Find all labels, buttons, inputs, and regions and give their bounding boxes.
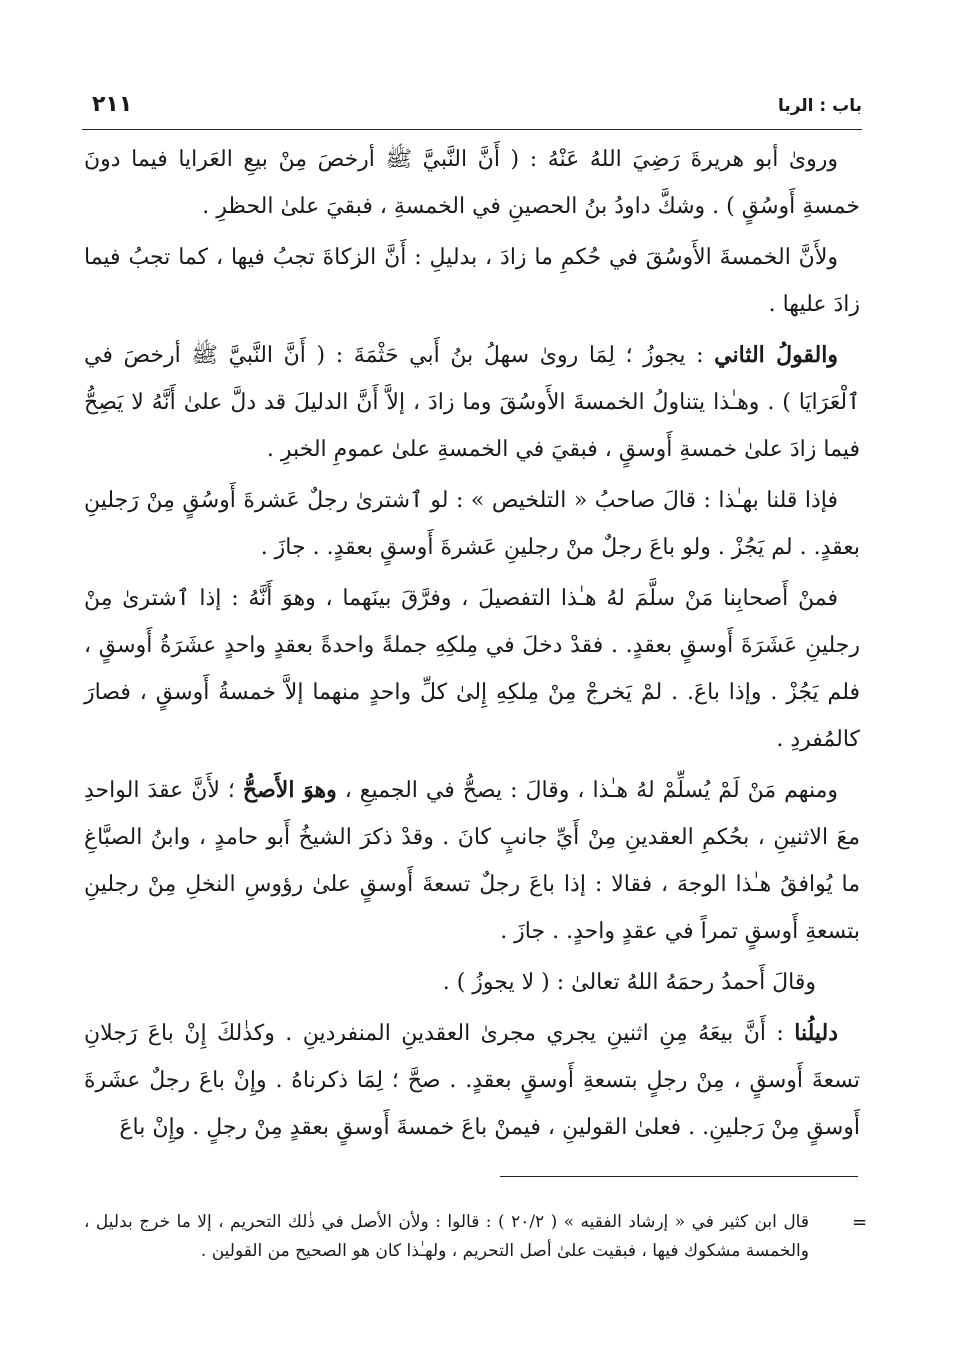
paragraph-6-emphasis: وهوَ الأَصحُّ <box>242 777 337 803</box>
paragraph-2 <box>84 234 860 328</box>
footnote-text: قال ابن كثير في « إرشاد الفقيه » ( ٢٠/٢ ) : قالوا : ولأن الأصل في ذٰلك التحريم ، إلا ما خرج بدليل ، والخمسة مشكوك فيها ، فبقيت علىٰ أصل التحريم ، ولهـٰذا كان هو الصحيح من القولين . <box>84 1212 809 1261</box>
paragraph-8 <box>84 1010 860 1151</box>
paragraph-3 <box>84 332 860 473</box>
paragraph-4 <box>84 477 860 571</box>
paragraph-4-text: فإذا قلنا بهـٰذا : قالَ صاحبُ « التلخيص » : لو ٱشترىٰ رجلٌ عَشرةَ أَوسُقٍ مِنْ رَجلينِ بعقدٍ. . لم يَجُزْ . ولو باعَ رجلٌ منْ رجلينِ عَشرةَ أَوسقٍ بعقدٍ. . جازَ . <box>84 488 860 560</box>
paragraph-3-text: : يجوزُ ؛ لِمَا رویٰ سهلُ بنُ أَبي حَثْمَةَ : ( أَنَّ النَّبيَّ ﷺ أرخصَ في ٱلْعَرَايَا ) . وهـٰذا يتناولُ الخمسةَ الأَوسُقَ وما زادَ ، إلاَّ أَنَّ الدليلَ قد دلَّ علىٰ أَنَّهُ لا يَصِحُّ فيما زادَ علىٰ خمسةِ أَوسقٍ ، فبقيَ في الخمسةِ علىٰ عمومِ الخبرِ . <box>84 343 860 462</box>
footnote-rule <box>500 1176 858 1177</box>
paragraph-5-text: فمنْ أَصحابِنا مَنْ سلَّمَ لهُ هـٰذا التفصيلَ ، وفرَّقَ بينَهما ، وهوَ أَنَّهُ : إذا ٱشترىٰ مِنْ رجلينِ عَشَرَةَ أَوسقٍ بعقدٍ. . فقدْ دخلَ في مِلكِهِ جملةً واحدةً بعقدٍ واحدٍ عشَرَةُ أَوسقٍ ، فلم يَجُزْ . وإذا باعَ. . لمْ يَخرجْ مِنْ مِلكِهِ إِلىٰ كلِّ واحدٍ منهما إلاَّ خمسةُ أَوسقٍ ، فصارَ كالمُفردِ . <box>84 586 860 752</box>
paragraph-1 <box>84 136 860 230</box>
page-header <box>82 86 862 126</box>
paragraph-6-text-before: ومنهم مَنْ لَمْ يُسلِّمْ لهُ هـٰذا ، وقالَ : يصحُّ في الجميعِ ، <box>336 778 838 803</box>
chapter-title: باب : الربا <box>777 96 862 116</box>
header-rule <box>82 129 862 130</box>
paragraph-6 <box>84 767 860 955</box>
paragraph-7 <box>84 959 860 1006</box>
paragraph-7-text: وقالَ أَحمدُ رحمَهُ اللهُ تعالىٰ : ( لا يجوزُ ) . <box>442 970 816 995</box>
page-number: ٢١١ <box>92 92 133 117</box>
paragraph-8-text: : أَنَّ بيعَهُ مِنِ اثنينِ يجري مجرىٰ العقدينِ المنفردينِ . وكذٰلكَ إِنْ باعَ رَجلانِ تسعةَ أَوسقٍ ، مِنْ رجلٍ بتسعةِ أَوسقٍ بعقدٍ. . صحَّ ؛ لِمَا ذكرناهُ . وإِنْ باعَ رجلٌ عشَرةَ أَوسقٍ مِنْ رَجلينِ. . فعلىٰ القولينِ ، فيمنْ باعَ خمسةَ أَوسقٍ بعقدٍ مِنْ رجلٍ . وإِنْ باعَ <box>84 1021 860 1140</box>
paragraph-6-text-after: ؛ لأَنَّ عقدَ الواحدِ معَ الاثنينِ ، بحُكمِ العقدينِ مِنْ أَيِّ جانبٍ كانَ . وقدْ ذكرَ الشيخُ أَبو حامدٍ ، وابنُ الصبَّاغِ ما يُوافقُ هـٰذا الوجهَ ، فقالا : إذا باعَ رجلٌ تسعةَ أَوسقٍ علىٰ رؤوسِ النخلِ مِنْ رجلينِ بتسعةِ أَوسقٍ تمراً في عقدٍ واحدٍ. . جازَ . <box>84 778 860 944</box>
main-text <box>84 136 860 1151</box>
paragraph-8-lead: دليلُنا <box>794 1020 838 1046</box>
paragraph-3-lead: والقولُ الثاني <box>714 342 838 368</box>
paragraph-5 <box>84 575 860 763</box>
paragraph-2-text: ولأَنَّ الخمسةَ الأَوسُقَ في حُكمِ ما زادَ ، بدليلِ : أَنَّ الزكاةَ تجبُ فيها ، كما تجبُ فيما زادَ عليها . <box>84 245 860 317</box>
footnote-continuation-mark: = <box>852 1212 868 1233</box>
paragraph-1-text: ورویٰ أبو هريرةَ رَضِيَ اللهُ عَنْهُ : ( أَنَّ النَّبيَّ ﷺ أرخصَ مِنْ بيعِ العَرايا فيما دونَ خمسةِ أَوسُقٍ ) . وشكَّ داودُ بنُ الحصينِ في الخمسةِ ، فبقيَ علىٰ الحظرِ . <box>84 147 860 219</box>
footnote <box>84 1208 809 1266</box>
